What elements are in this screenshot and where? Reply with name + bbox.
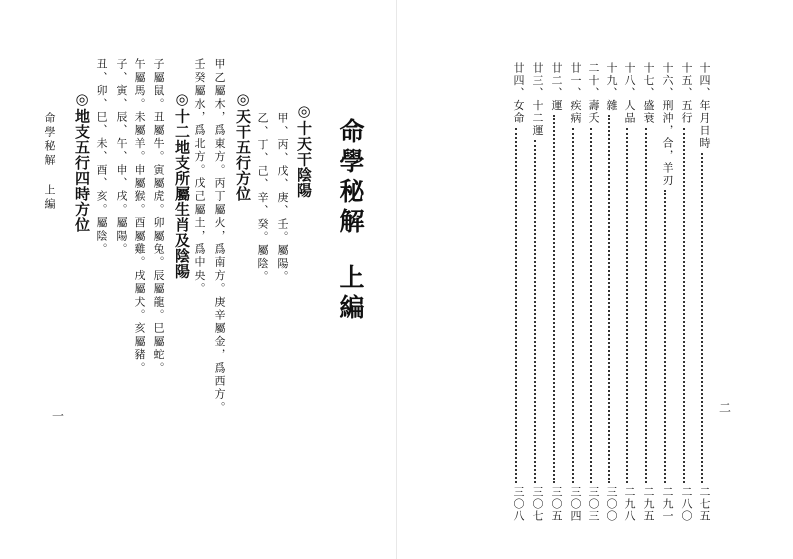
toc-entry-page: 二九五: [642, 486, 655, 522]
toc-dot-leader: [572, 128, 574, 484]
running-head: [44, 112, 55, 212]
toc-entry-title: 廿二、運: [550, 62, 563, 112]
text-line: 壬癸屬水，爲北方。戊己屬土，爲中央。: [193, 58, 206, 296]
toc-entry-page: 二九八: [623, 486, 636, 522]
toc-entry-page: 三〇五: [550, 486, 563, 522]
toc-entry-title: 廿一、疾病: [569, 62, 582, 125]
toc-entry-page: 二九一: [661, 486, 674, 522]
running-head-volume: 上編: [43, 184, 56, 212]
left-page: [0, 0, 396, 559]
toc-entry: [694, 62, 710, 522]
toc-entry: [583, 62, 599, 522]
toc-entry-title: 十七、盛衰: [642, 62, 655, 125]
text-line: 子、寅、辰、午、申、戌。屬陽。: [115, 58, 128, 256]
section-heading: ◎地支五行四時方位: [73, 90, 91, 233]
toc-dot-leader: [534, 140, 536, 483]
toc-entry-title: 十九、雜: [605, 62, 618, 112]
toc-entry-page: 三〇三: [587, 486, 600, 522]
toc-entry-page: 二七五: [698, 486, 711, 522]
toc-entry-title: 廿三、十二運: [531, 62, 544, 137]
toc-dot-leader: [553, 115, 555, 483]
toc-entry: [676, 62, 692, 522]
toc-entry-title: 十六、刑沖，合，羊刃: [661, 62, 674, 187]
main-title-text: 命學秘解: [336, 118, 365, 238]
toc-entry-title: 廿四、女命: [512, 62, 525, 125]
text-line: 丑、卯、巳、未、酉、亥。屬陰。: [95, 58, 108, 256]
text-line: 乙、丁、己、辛、癸。屬陰。: [256, 112, 269, 284]
toc-entry: [508, 62, 524, 522]
toc-entry-page: 三〇八: [512, 486, 525, 522]
toc-entry-title: 十五、五行: [680, 62, 693, 125]
toc-dot-leader: [683, 128, 685, 484]
toc-entry-page: 三〇〇: [605, 486, 618, 522]
toc-entry: [638, 62, 654, 522]
main-title: [338, 118, 363, 324]
running-head-title: 命學秘解: [43, 112, 56, 168]
page-number-right: 二: [719, 401, 732, 415]
toc-entry-title: 二十、壽夭: [587, 62, 600, 125]
toc-entry: [601, 62, 617, 522]
toc-entry: [546, 62, 562, 522]
toc-dot-leader: [701, 153, 703, 484]
toc-dot-leader: [626, 128, 628, 484]
section-heading: ◎天干五行方位: [234, 90, 252, 202]
toc-dot-leader: [664, 190, 666, 483]
main-title-volume: 上編: [336, 264, 365, 324]
page-number-left: 一: [52, 409, 65, 423]
toc-entry-page: 二八〇: [680, 486, 693, 522]
section-heading: ◎十天干陰陽: [295, 102, 313, 198]
text-line: 甲、丙、戊、庚、壬。屬陽。: [276, 112, 289, 284]
toc-entry: [527, 62, 543, 522]
text-line: 子屬鼠。丑屬牛。寅屬虎。卯屬兔。辰屬龍。巳屬蛇。: [152, 58, 165, 375]
toc-entry: [657, 62, 673, 522]
text-line: 甲乙屬木，爲東方。丙丁屬火，爲南方。庚辛屬金，爲西方。: [213, 58, 226, 415]
toc-entry-title: 十四、年月日時: [698, 62, 711, 150]
section-heading: ◎十二地支所屬生肖及陰陽: [173, 90, 191, 279]
toc-entry: [619, 62, 635, 522]
toc-entry-title: 十八、人品: [623, 62, 636, 125]
toc-dot-leader: [590, 128, 592, 484]
toc-entry-page: 三〇七: [531, 486, 544, 522]
toc-dot-leader: [645, 128, 647, 484]
text-line: 午屬馬。未屬羊。申屬猴。酉屬雞。戌屬犬。亥屬豬。: [133, 58, 146, 375]
toc-entry-page: 三〇四: [569, 486, 582, 522]
toc-dot-leader: [608, 115, 610, 483]
toc-entry: [565, 62, 581, 522]
toc-dot-leader: [515, 128, 517, 484]
